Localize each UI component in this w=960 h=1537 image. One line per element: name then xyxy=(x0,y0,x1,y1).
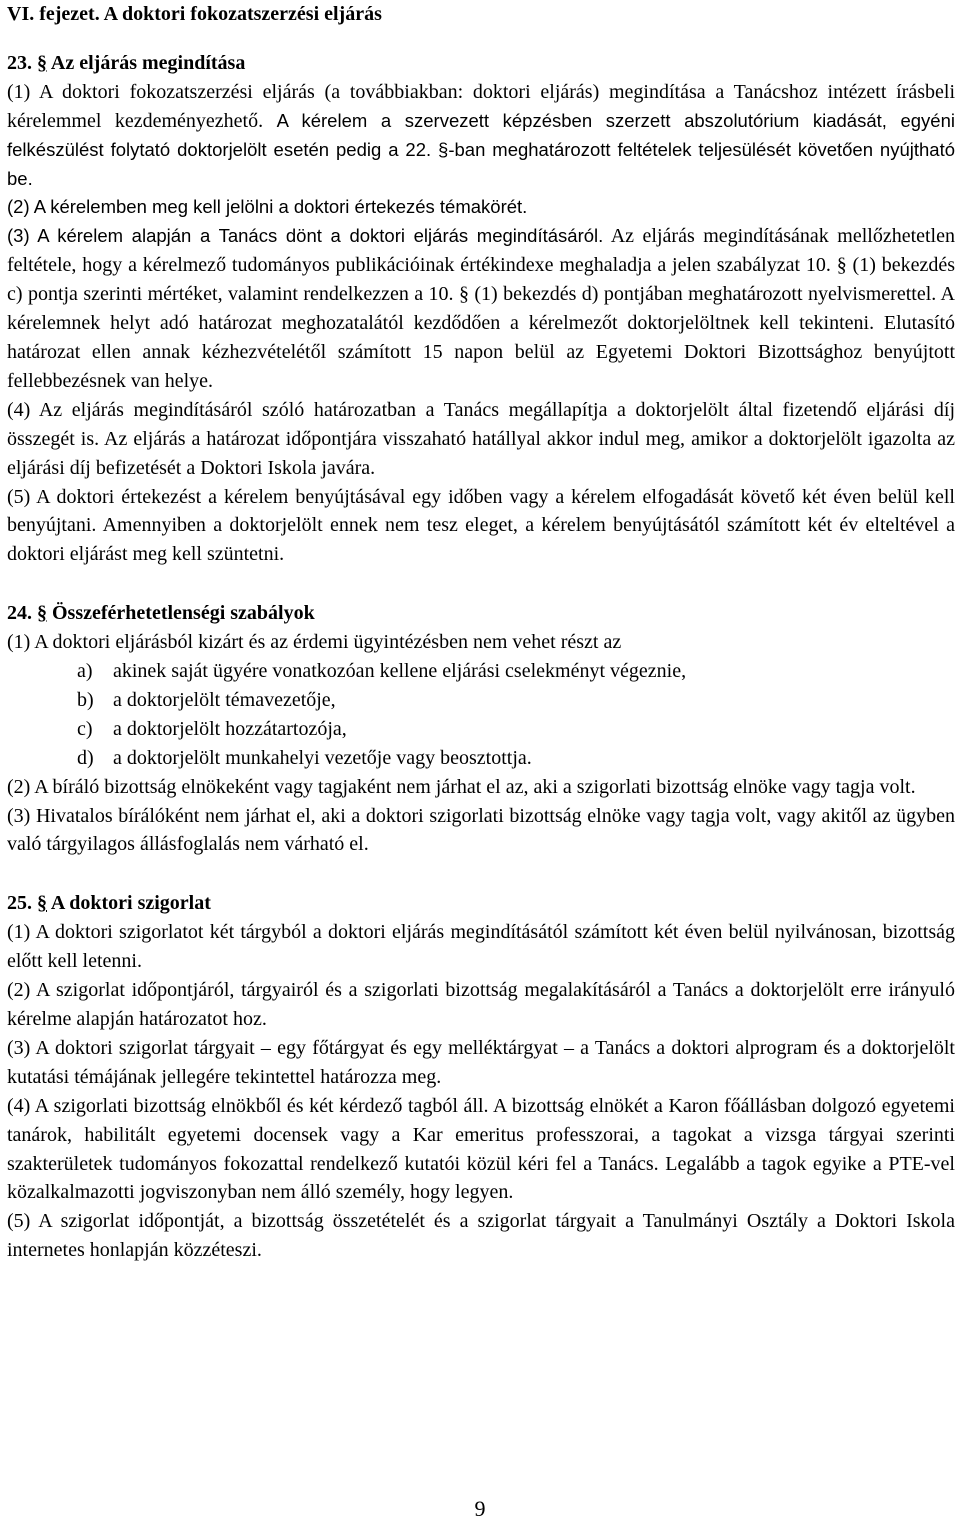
paragraph: (3) A kérelem alapján a Tanács dönt a doktori eljárás megindításáról. Az eljárás megindításának mellőzhetetlen feltétele, hogy a kérelmező tudományos publikációinak értékindexe meghaladja a jelen szabályzat 10. § (1) bekezdés c) pontja szerinti mértéket, valamint rendelkezzen a 10. § (1) bekezdés d) pontjában meghatározott nyelvismerettel. A kérelemnek helyt adó határozat meghozatalától kezdődően a kérelmezőt doktorjelöltnek kell tekinteni. Elutasító határozat ellen annak kézhezvételétől számított 15 napon belül az Egyetemi Doktori Bizottsághoz benyújtott fellebbezésnek van helye. xyxy=(7,225,955,392)
list-item: a) akinek saját ügyére vonatkozóan kellene eljárási cselekményt végeznie, xyxy=(77,660,687,683)
section-heading-24: 24. § Összeférhetetlenségi szabályok xyxy=(7,602,315,625)
page-number: 9 xyxy=(474,1496,486,1521)
paragraph: (5) A doktori értekezést a kérelem benyújtásával egy időben vagy a kérelem elfogadását követő két éven belül kell benyújtani. Amennyiben a doktorjelölt ennek nem tesz eleget, a kérelem benyújtásától számított két év elteltével a doktori eljárást meg kell szüntetni. xyxy=(7,485,955,566)
paragraph: (1) A doktori fokozatszerzési eljárás (a továbbiakban: doktori eljárás) megindítása a Tanácshoz intézett írásbeli kérelemmel kezdeményezhető. A kérelem a szervezett képzésben szerzett abszolutórium kiadását, egyéni felkészülést folytató doktorjelölt esetén pedig a 22. §-ban meghatározott feltételek teljesülését követően nyújtható be. xyxy=(7,80,955,189)
paragraph: (5) A szigorlat időpontját, a bizottság összetételét és a szigorlat tárgyait a Tanulmányi Osztály a Doktori Iskola internetes honlapján közzéteszi. xyxy=(7,1210,955,1262)
document-page xyxy=(7,0,955,1265)
list-item: b) a doktorjelölt témavezetője, xyxy=(77,688,336,711)
section-heading-25: 25. § A doktori szigorlat xyxy=(7,892,211,915)
paragraph: (2) A kérelemben meg kell jelölni a doktori értekezés témakörét. xyxy=(7,196,528,218)
paragraph: (2) A bíráló bizottság elnökeként vagy tagjaként nem járhat el az, aki a szigorlati bizottság elnöke vagy tagja volt. xyxy=(7,775,916,798)
list-item: d) a doktorjelölt munkahelyi vezetője vagy beosztottja. xyxy=(77,746,532,769)
section-heading-23: 23. § Az eljárás megindítása xyxy=(7,51,246,74)
paragraph: (4) A szigorlati bizottság elnökből és két kérdező tagból áll. A bizottság elnökét a Karon főállásban dolgozó egyetemi tanárok, habilitált egyetemi docensek vagy a Kar emeritus professzorai, a tagokat a vizsga tárgyai szerinti szakterületek tudományos fokozattal rendelkező kutatói közül kéri fel a Tanács. Legalább a tagok egyike a PTE-vel közalkalmazotti jogviszonyban nem álló személy, hogy legyen. xyxy=(7,1094,955,1204)
chapter-title: VI. fejezet. A doktori fokozatszerzési eljárás xyxy=(7,3,382,25)
list-item: c) a doktorjelölt hozzátartozója, xyxy=(77,717,347,740)
paragraph: (3) Hivatalos bírálóként nem járhat el, aki a doktori szigorlati bizottság elnöke vagy tagja volt, vagy akitől az ügyben való tárgyilagos állásfoglalás nem várható el. xyxy=(7,804,955,856)
paragraph: (3) A doktori szigorlat tárgyait – egy főtárgyat és egy melléktárgyat – a Tanács a doktori alprogram és a doktorjelölt kutatási témájának jellegére tekintettel határozza meg. xyxy=(7,1036,955,1088)
paragraph: (2) A szigorlat időpontjáról, tárgyairól és a szigorlati bizottság megalakításáról a Tanács a doktorjelölt erre irányuló kérelme alapján határozatot hoz. xyxy=(7,979,955,1030)
paragraph: (1) A doktori szigorlatot két tárgyból a doktori eljárás megindításától számított két éven belül nyilvánosan, bizottság előtt kell letenni. xyxy=(7,921,955,973)
exclusion-list xyxy=(7,657,955,773)
paragraph: (1) A doktori eljárásból kizárt és az érdemi ügyintézésben nem vehet részt az xyxy=(7,631,622,654)
paragraph: (4) Az eljárás megindításáról szóló határozatban a Tanács megállapítja a doktorjelölt által fizetendő eljárási díj összegét is. Az eljárás a határozat időpontjára visszaható hatállyal akkor indul meg, amikor a doktorjelölt igazolta az eljárási díj befizetését a Doktori Iskola javára. xyxy=(7,398,955,479)
